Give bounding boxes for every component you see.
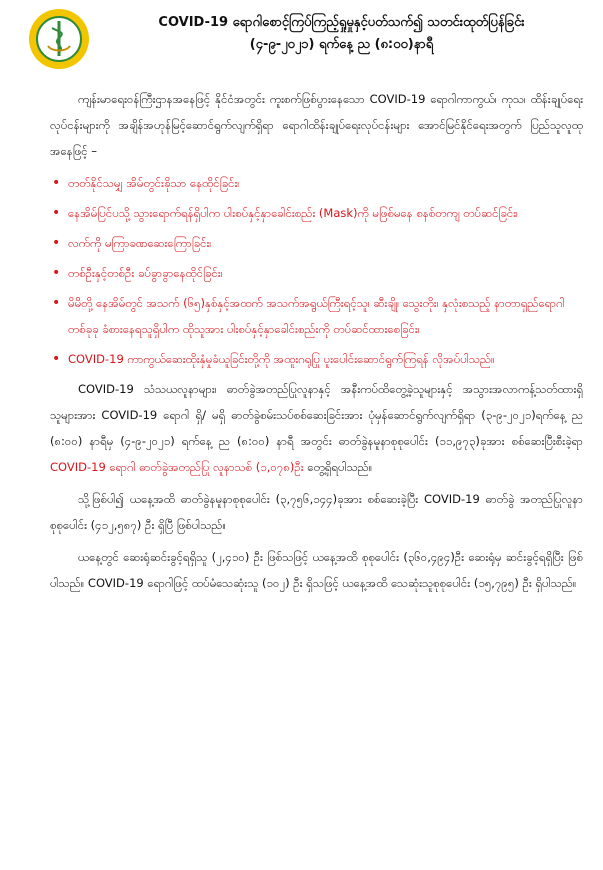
bullet-icon: •	[52, 351, 61, 367]
title-line-1: COVID-19 ရောဂါစောင့်ကြပ်ကြည့်ရှုမှုနှင့်ပတ်သက်၍ သတင်းထုတ်ပြန်ခြင်း	[158, 15, 525, 30]
document-title	[98, 12, 585, 56]
list-item: • နေအိမ်ပြင်ပသို့ သွားရောက်ရန်ရှိပါက ပါးစပ်နှင့်နှာခေါင်းစည်း (Mask)ကို မဖြစ်မနေ စနစ်တကျ တပ်ဆင်ခြင်း၊	[50, 200, 583, 226]
ministry-seal-icon	[28, 8, 90, 70]
list-item: • မိမိတို့ နေအိမ်တွင် အသက် (၆၅)နှစ်နှင့်အထက် အသက်အရွယ်ကြီးရင့်သူ၊ ဆီးချို၊ သွေးတိုး၊ နှလုံးစသည့် နာတာရှည်ရောဂါတစ်ခုခု ခံစားနေရသူရှိပါက ထိုသူအား ပါးစပ်နှင့်နှာခေါင်းစည်းကို တပ်ဆင်ထားစေခြင်း၊	[50, 290, 583, 342]
testing-paragraph: COVID-19 သံသယလူနာများ၊ ဓာတ်ခွဲအတည်ပြုလူနာနှင့် အနီးကပ်ထိတွေ့ခဲ့သူများနှင့် အသွားအလာကန့်သတ်ထားရှိသူများအား COVID-19 ရောဂါ ရှိ/ မရှိ ဓာတ်ခွဲစမ်းသပ်စစ်ဆေးခြင်းအား ပုံမှန်ဆောင်ရွက်လျက်ရှိရာ (၃-၉-၂၀၂၁)ရက်နေ့ ည (၈:၀၀) နာရီမှ (၄-၉-၂၀၂၁) ရက်နေ့ ည (၈:၀၀) နာရီ အတွင်း ဓာတ်ခွဲနမူနာစုစုပေါင်း (၁၁,၉၇၃)ခုအား စစ်ဆေးပြီးစီးခဲ့ရာ COVID-19 ရောဂါ ဓာတ်ခွဲအတည်ပြု လူနာသစ် (၁,၀၇၈)ဦး တွေ့ရှိရပါသည်။	[50, 382, 583, 474]
title-line-2: (၄-၉-၂၀၂၁) ရက်နေ့ ည (၈:၀၀)နာရီ	[249, 37, 434, 52]
list-item: • တစ်ဦးနှင့်တစ်ဦး ခပ်ခွာခွာနေထိုင်ခြင်း၊	[50, 260, 583, 286]
ministry-logo	[28, 8, 90, 70]
bullet-icon: •	[52, 235, 61, 251]
list-item: • လက်ကို မကြာခဏဆေးကြောခြင်း၊	[50, 230, 583, 256]
recovery-deaths-paragraph: ယနေ့တွင် ဆေးရုံဆင်းခွင့်ရရှိသူ (၂,၄၁၀) ဦး ဖြစ်သဖြင့် ယနေ့အထိ စုစုပေါင်း (၃၆၀,၄၉၄)ဦး ဆေးရုံမှ ဆင်းခွင့်ရရှိပြီး ဖြစ်ပါသည်။ COVID-19 ရောဂါဖြင့် ထပ်မံသေဆုံးသူ (၁၀၂) ဦး ရှိသဖြင့် ယနေ့အထိ သေဆုံးသူစုစုပေါင်း (၁၅,၇၉၅) ဦး ရှိပါသည်။	[50, 550, 583, 590]
document-body	[50, 86, 583, 602]
bullet-icon: •	[52, 175, 61, 191]
bullet-icon: •	[52, 205, 61, 221]
list-item: • တတ်နိုင်သမျှ အိမ်တွင်းၶိုသာ နေထိုင်ခြင်း၊	[50, 170, 583, 196]
totals-paragraph: သို့ဖြစ်ပါ၍ ယနေ့အထိ ဓာတ်ခွဲနမူနာစုစုပေါင်း (၃,၇၅၆,၁၄၄)ခုအား စစ်ဆေးခဲ့ပြီး COVID-19 ဓာတ်ခွဲ အတည်ပြုလူနာ စုစုပေါင်း (၄၁၂,၅၈၇) ဦး ရှိပြီ ဖြစ်ပါသည်။	[50, 492, 583, 532]
new-cases-highlight: COVID-19 ရောဂါ ဓာတ်ခွဲအတည်ပြု လူနာသစ် (၁,၀၇၈)ဦး	[50, 460, 304, 474]
guidance-list	[50, 170, 583, 372]
bullet-icon: •	[52, 295, 61, 311]
intro-paragraph: ကျန်းမာရေးဝန်ကြီးဌာနအနေဖြင့် နိုင်ငံအတွင်း ကူးစက်ဖြစ်ပွားနေသော COVID-19 ရောဂါကာကွယ်၊ ကုသ၊ ထိန်းချုပ်ရေးလုပ်ငန်းများကို အချိန်အဟုန်မြင့်ဆောင်ရွက်လျက်ရှိရာ ရောဂါထိန်းချုပ်ရေးလုပ်ငန်းများ အောင်မြင်နိုင်ရေးအတွက် ပြည်သူလူထုအနေဖြင့် –	[50, 92, 583, 158]
list-item: • COVID-19 ကာကွယ်ဆေးထိုးနှံမှုခံယူခြင်းတို့ကို အထူးဂရုပြု ပူးပေါင်းဆောင်ရွက်ကြရန် လိုအပ်ပါသည်။	[50, 346, 583, 372]
bullet-icon: •	[52, 265, 61, 281]
